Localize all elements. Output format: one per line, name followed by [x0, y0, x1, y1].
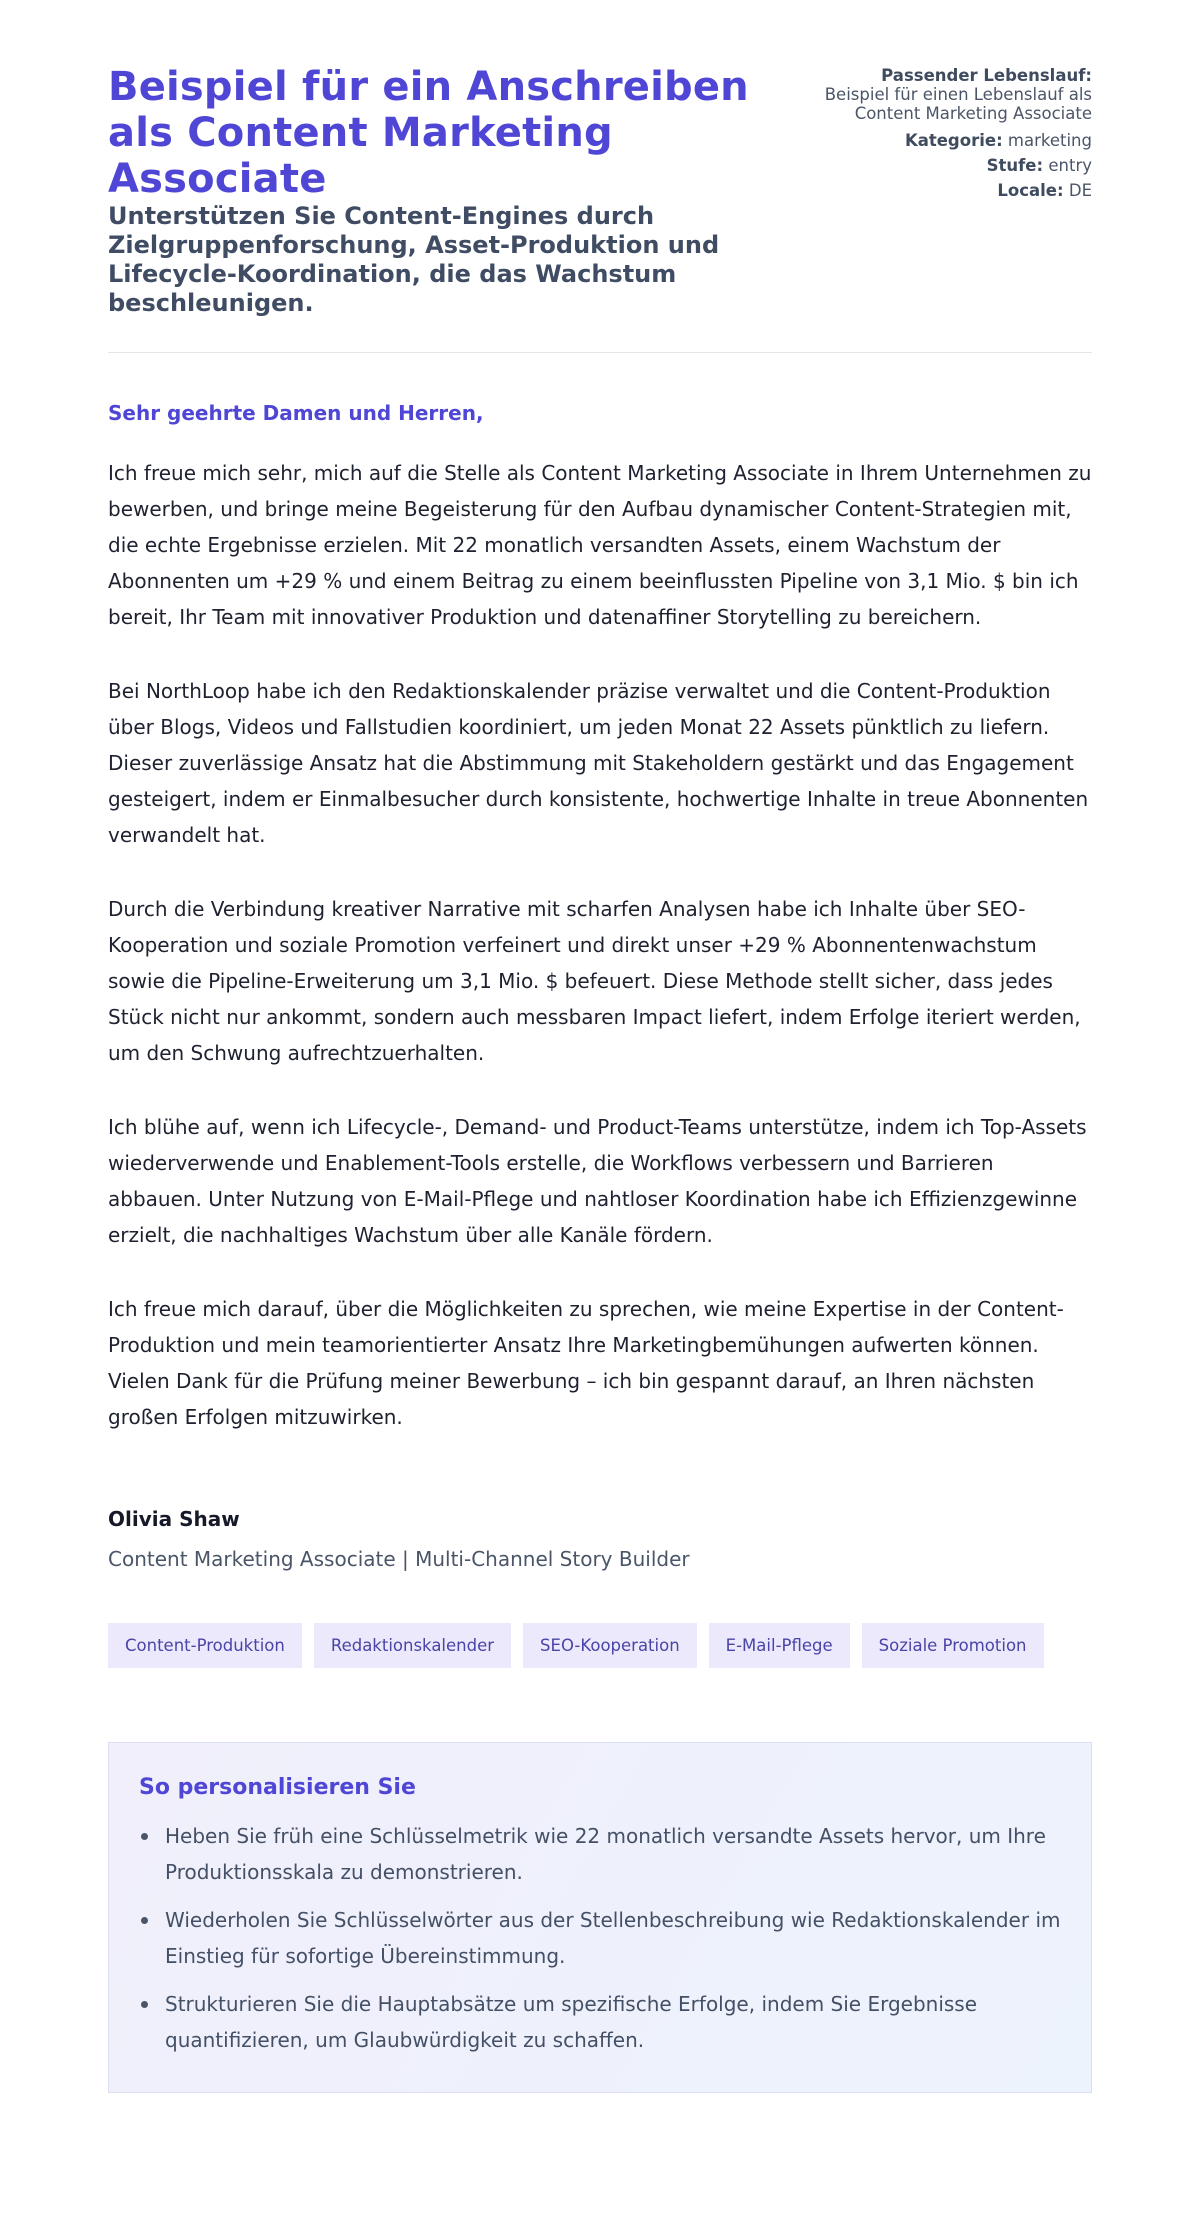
skill-tags [108, 1623, 1092, 1668]
tips-title: So personalisieren Sie [139, 1775, 416, 1800]
meta-category [802, 131, 1092, 150]
meta-locale-value: DE [1068, 181, 1092, 200]
personalization-tips [108, 1742, 1092, 2093]
meta-level [802, 156, 1092, 175]
tip-item [139, 1902, 1061, 1974]
meta-locale [802, 181, 1092, 200]
meta-resume [802, 66, 1092, 123]
signature-name: Olivia Shaw [108, 1507, 240, 1531]
page-header [108, 64, 1092, 353]
page-title: Beispiel für ein Anschreiben als Content Marketing Associate [108, 64, 749, 202]
tip-text: Heben Sie früh eine Schlüsselmetrik wie 22 monatlich versandte Assets hervor, um Ihre Produktionsskala zu demonstrieren. [165, 1824, 1046, 1884]
skill-tag: Content-Produktion [108, 1623, 302, 1668]
salutation: Sehr geehrte Damen und Herren, [108, 401, 484, 425]
letter-paragraph: Bei NorthLoop habe ich den Redaktionskalender präzise verwaltet und die Content-Produktion über Blogs, Videos und Fallstudien koordiniert, um jeden Monat 22 Assets pünktlich zu liefern. Dieser zuverlässige Ansatz hat die Abstimmung mit Stakeholdern gestärkt und das Engagement gesteigert, indem er Einmalbesucher durch konsistente, hochwertige Inhalte in treue Abonnenten verwandelt hat. [108, 679, 1089, 847]
skill-tag: Redaktionskalender [314, 1623, 511, 1668]
signature [108, 1507, 1092, 1571]
letter-paragraph: Ich freue mich sehr, mich auf die Stelle als Content Marketing Associate in Ihrem Unternehmen zu bewerben, und bringe meine Begeisterung für den Aufbau dynamischer Content-Strategien mit, die echte Ergebnisse erzielen. Mit 22 monatlich versandten Assets, einem Wachstum der Abonnenten um +29 % und einem Beitrag zu einem beeinflussten Pipeline von 3,1 Mio. $ bin ich bereit, Ihr Team mit innovativer Produktion und datenaffiner Storytelling zu bereichern. [108, 461, 1092, 629]
meta-locale-label: Locale: [997, 181, 1064, 200]
letter-paragraph: Ich freue mich darauf, über die Möglichkeiten zu sprechen, wie meine Expertise in der Content-Produktion und mein teamorientierter Ansatz Ihre Marketingbemühungen aufwerten können. Vielen Dank für die Prüfung meiner Bewerbung – ich bin gespannt darauf, an Ihren nächsten großen Erfolgen mitzuwirken. [108, 1297, 1064, 1429]
meta-category-value: marketing [1007, 131, 1092, 150]
tip-item [139, 1818, 1061, 1890]
bullet-icon [141, 2001, 148, 2008]
signature-role: Content Marketing Associate | Multi-Channel Story Builder [108, 1547, 690, 1571]
letter-body [108, 401, 1092, 1435]
meta-level-value: entry [1048, 156, 1092, 175]
tip-item [139, 1986, 1061, 2058]
page-subtitle: Unterstützen Sie Content-Engines durch Zielgruppenforschung, Asset-Produktion und Lifecycle-Koordination, die das Wachstum beschleunigen. [108, 202, 720, 317]
bullet-icon [141, 1917, 148, 1924]
bullet-icon [141, 1833, 148, 1840]
meta-resume-label: Passender Lebenslauf: [881, 66, 1092, 85]
skill-tag: SEO-Kooperation [523, 1623, 697, 1668]
letter-paragraph: Ich blühe auf, wenn ich Lifecycle-, Demand- und Product-Teams unterstütze, indem ich Top-Assets wiederverwende und Enablement-Tools erstelle, die Workflows verbessern und Barrieren abbauen. Unter Nutzung von E-Mail-Pflege und nahtloser Koordination habe ich Effizienzgewinne erzielt, die nachhaltiges Wachstum über alle Kanäle fördern. [108, 1115, 1087, 1247]
skill-tag: Soziale Promotion [862, 1623, 1044, 1668]
skill-tag: E-Mail-Pflege [709, 1623, 850, 1668]
tip-text: Wiederholen Sie Schlüsselwörter aus der Stellenbeschreibung wie Redaktionskalender im Einstieg für sofortige Übereinstimmung. [165, 1908, 1061, 1968]
meta-resume-link[interactable]: Beispiel für einen Lebenslauf als Content Marketing Associate [824, 85, 1092, 123]
meta-info [802, 66, 1092, 206]
header-titles [108, 64, 788, 318]
letter-paragraph: Durch die Verbindung kreativer Narrative mit scharfen Analysen habe ich Inhalte über SEO-Kooperation und soziale Promotion verfeinert und direkt unser +29 % Abonnentenwachstum sowie die Pipeline-Erweiterung um 3,1 Mio. $ befeuert. Diese Methode stellt sicher, dass jedes Stück nicht nur ankommt, sondern auch messbaren Impact liefert, indem Erfolge iteriert werden, um den Schwung aufrechtzuerhalten. [108, 897, 1081, 1065]
meta-level-label: Stufe: [986, 156, 1044, 175]
tips-list [139, 1818, 1061, 2058]
tip-text: Strukturieren Sie die Hauptabsätze um spezifische Erfolge, indem Sie Ergebnisse quantifizieren, um Glaubwürdigkeit zu schaffen. [165, 1992, 978, 2052]
meta-category-label: Kategorie: [904, 131, 1003, 150]
